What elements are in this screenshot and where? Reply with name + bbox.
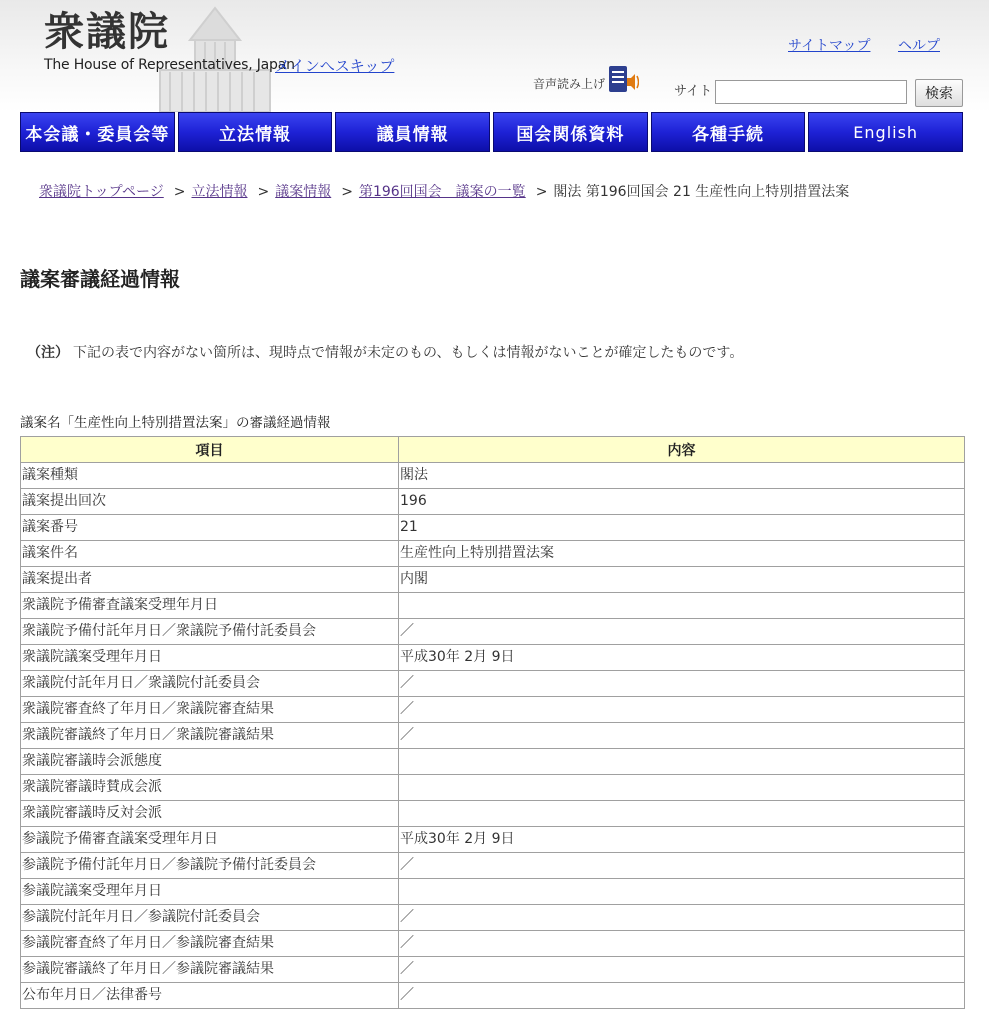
row-label: 議案提出者 bbox=[21, 567, 399, 593]
sitemap-link[interactable]: サイトマップ bbox=[788, 38, 871, 54]
row-value bbox=[399, 749, 965, 775]
skip-to-main-link[interactable]: メインへスキップ bbox=[275, 57, 395, 75]
breadcrumb-bill-info[interactable]: 議案情報 bbox=[275, 184, 332, 200]
table-row bbox=[21, 723, 965, 749]
table-row bbox=[21, 645, 965, 671]
breadcrumb bbox=[39, 183, 849, 201]
nav-plenary-committees[interactable]: 本会議・委員会等 bbox=[20, 112, 175, 152]
row-value: ／ bbox=[399, 671, 965, 697]
row-value: ／ bbox=[399, 931, 965, 957]
note-label: （注） bbox=[27, 345, 69, 361]
row-value: ／ bbox=[399, 853, 965, 879]
row-value: ／ bbox=[399, 983, 965, 1009]
row-label: 議案提出回次 bbox=[21, 489, 399, 515]
row-value: 閣法 bbox=[399, 463, 965, 489]
table-row bbox=[21, 827, 965, 853]
row-value: ／ bbox=[399, 905, 965, 931]
row-value bbox=[399, 879, 965, 905]
row-value: ／ bbox=[399, 697, 965, 723]
table-row bbox=[21, 879, 965, 905]
breadcrumb-separator: > bbox=[341, 184, 353, 200]
table-row bbox=[21, 567, 965, 593]
table-row bbox=[21, 905, 965, 931]
site-search-input[interactable] bbox=[715, 80, 907, 104]
help-link[interactable]: ヘルプ bbox=[898, 38, 940, 54]
table-caption: 議案名「生産性向上特別措置法案」の審議経過情報 bbox=[20, 415, 331, 431]
row-value: ／ bbox=[399, 619, 965, 645]
row-value bbox=[399, 593, 965, 619]
table-row bbox=[21, 853, 965, 879]
nav-english[interactable]: English bbox=[808, 112, 963, 152]
row-label: 衆議院審議時会派態度 bbox=[21, 749, 399, 775]
site-logo-english: The House of Representatives, Japan bbox=[44, 57, 295, 73]
row-value: 21 bbox=[399, 515, 965, 541]
row-value: 平成30年 2月 9日 bbox=[399, 827, 965, 853]
search-button[interactable]: 検索 bbox=[915, 79, 963, 107]
row-value: 内閣 bbox=[399, 567, 965, 593]
header-content: 内容 bbox=[399, 437, 965, 463]
table-row bbox=[21, 619, 965, 645]
breadcrumb-separator: > bbox=[173, 184, 186, 200]
site-header bbox=[0, 0, 989, 112]
table-row bbox=[21, 593, 965, 619]
row-label: 衆議院議案受理年月日 bbox=[21, 645, 399, 671]
breadcrumb-top-page[interactable]: 衆議院トップページ bbox=[39, 184, 164, 200]
breadcrumb-separator: > bbox=[257, 184, 270, 200]
table-row bbox=[21, 749, 965, 775]
row-label: 衆議院審査終了年月日／衆議院審査結果 bbox=[21, 697, 399, 723]
table-row bbox=[21, 515, 965, 541]
nav-legislative-info[interactable]: 立法情報 bbox=[178, 112, 333, 152]
nav-member-info[interactable]: 議員情報 bbox=[335, 112, 490, 152]
row-label: 衆議院予備審査議案受理年月日 bbox=[21, 593, 399, 619]
table-row bbox=[21, 463, 965, 489]
row-label: 参議院審査終了年月日／参議院審査結果 bbox=[21, 931, 399, 957]
table-row bbox=[21, 775, 965, 801]
row-value bbox=[399, 775, 965, 801]
row-value: 196 bbox=[399, 489, 965, 515]
voice-reader-button[interactable] bbox=[533, 64, 639, 98]
breadcrumb-bill-list[interactable]: 第196回国会 議案の一覧 bbox=[358, 184, 526, 200]
row-label: 公布年月日／法律番号 bbox=[21, 983, 399, 1009]
header-item: 項目 bbox=[21, 437, 399, 463]
row-value: 生産性向上特別措置法案 bbox=[399, 541, 965, 567]
row-label: 参議院議案受理年月日 bbox=[21, 879, 399, 905]
note-text: 下記の表で内容がない箇所は、現時点で情報が未定のもの、もしくは情報がないことが確定したものです。 bbox=[73, 345, 744, 361]
table-row bbox=[21, 957, 965, 983]
nav-procedures[interactable]: 各種手続 bbox=[651, 112, 806, 152]
row-value bbox=[399, 801, 965, 827]
speaker-document-icon bbox=[607, 64, 639, 98]
site-search-label: サイト bbox=[674, 84, 713, 99]
page-title: 議案審議経過情報 bbox=[20, 267, 180, 291]
table-row bbox=[21, 671, 965, 697]
row-label: 議案番号 bbox=[21, 515, 399, 541]
breadcrumb-current: 閣法 第196回国会 21 生産性向上特別措置法案 bbox=[553, 184, 850, 200]
row-label: 参議院審議終了年月日／参議院審議結果 bbox=[21, 957, 399, 983]
table-row bbox=[21, 697, 965, 723]
table-header-row bbox=[21, 437, 965, 463]
breadcrumb-separator: > bbox=[535, 184, 548, 200]
row-label: 参議院予備付託年月日／参議院予備付託委員会 bbox=[21, 853, 399, 879]
note bbox=[27, 344, 743, 362]
row-value: ／ bbox=[399, 957, 965, 983]
row-label: 参議院予備審査議案受理年月日 bbox=[21, 827, 399, 853]
table-row bbox=[21, 489, 965, 515]
row-label: 議案種類 bbox=[21, 463, 399, 489]
row-label: 参議院付託年月日／参議院付託委員会 bbox=[21, 905, 399, 931]
table-row bbox=[21, 983, 965, 1009]
table-row bbox=[21, 801, 965, 827]
row-label: 議案件名 bbox=[21, 541, 399, 567]
row-label: 衆議院予備付託年月日／衆議院予備付託委員会 bbox=[21, 619, 399, 645]
table-row bbox=[21, 931, 965, 957]
global-nav bbox=[20, 112, 963, 152]
bill-progress-table bbox=[20, 436, 965, 1009]
row-label: 衆議院審議終了年月日／衆議院審議結果 bbox=[21, 723, 399, 749]
breadcrumb-legislative-info[interactable]: 立法情報 bbox=[191, 184, 248, 200]
row-label: 衆議院付託年月日／衆議院付託委員会 bbox=[21, 671, 399, 697]
row-value: 平成30年 2月 9日 bbox=[399, 645, 965, 671]
nav-diet-materials[interactable]: 国会関係資料 bbox=[493, 112, 648, 152]
table-row bbox=[21, 541, 965, 567]
row-label: 衆議院審議時賛成会派 bbox=[21, 775, 399, 801]
site-logo[interactable]: 衆議院 bbox=[44, 8, 170, 55]
row-label: 衆議院審議時反対会派 bbox=[21, 801, 399, 827]
voice-reader-label: 音声読み上げ bbox=[533, 77, 606, 91]
row-value: ／ bbox=[399, 723, 965, 749]
